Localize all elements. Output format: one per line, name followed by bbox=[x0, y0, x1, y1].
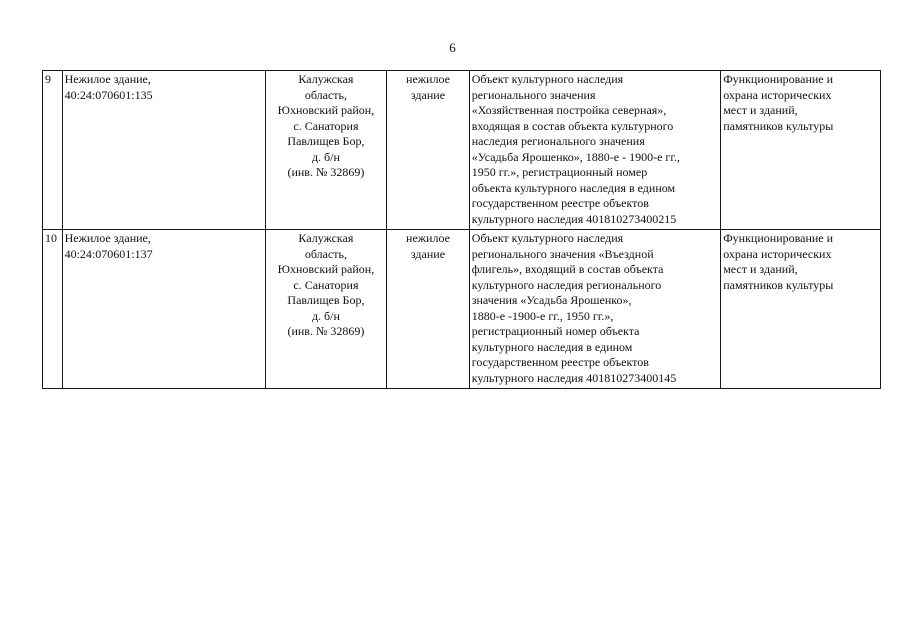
cell-text-line: Юхновский район, bbox=[277, 262, 375, 276]
cell-text-line: мест и зданий, bbox=[723, 103, 798, 117]
cell-text-line: д. б/н bbox=[311, 308, 340, 323]
cell-text-line: область, bbox=[304, 87, 348, 102]
cell-text-line: Объект культурного наследия bbox=[471, 72, 624, 86]
cell-text-line: культурного наследия 401810273400145 bbox=[471, 370, 677, 385]
register-body bbox=[43, 71, 881, 389]
object-type-cell bbox=[387, 71, 469, 230]
cell-text-line: 40:24:070601:137 bbox=[64, 246, 153, 261]
cell-text-line: 1950 гг.», регистрационный номер bbox=[471, 165, 648, 179]
table-row bbox=[43, 71, 881, 230]
table-row bbox=[43, 230, 881, 389]
cell-text-line: Юхновский район, bbox=[277, 103, 375, 117]
cell-text-line: 40:24:070601:135 bbox=[64, 87, 153, 102]
cell-text-line: регистрационный номер объекта bbox=[471, 324, 640, 338]
cell-text-line: Павлищев Бор, bbox=[287, 134, 365, 148]
cell-text-line: наследия регионального значения bbox=[471, 134, 645, 148]
cell-text-line: Нежилое здание, bbox=[64, 72, 151, 86]
cell-text-line: охрана исторических bbox=[723, 246, 832, 261]
cell-text-line: мест и зданий, bbox=[723, 262, 798, 276]
cell-text-line: значения «Усадьба Ярошенко», bbox=[471, 293, 632, 307]
cell-text-line: государственном реестре объектов bbox=[471, 355, 649, 369]
cell-text-line: флигель», входящий в состав объекта bbox=[471, 262, 664, 276]
cell-text-line: здание bbox=[410, 87, 446, 102]
purpose-cell bbox=[721, 71, 881, 230]
cell-text-line: 1880-е -1900-е гг., 1950 гг.», bbox=[471, 308, 614, 323]
cell-text-line: нежилое bbox=[406, 72, 450, 86]
cell-text-line: с. Санатория bbox=[293, 277, 359, 292]
cell-text-line: Павлищев Бор, bbox=[287, 293, 365, 307]
cell-text-line: д. б/н bbox=[311, 149, 340, 164]
property-register-table bbox=[42, 70, 881, 389]
cell-text-line: Калужская bbox=[298, 72, 354, 86]
address-cell bbox=[265, 230, 387, 389]
cell-text-line: «Усадьба Ярошенко», 1880-е - 1900-е гг., bbox=[471, 149, 680, 164]
cell-text-line: область, bbox=[304, 246, 348, 261]
cell-text-line: культурного наследия 401810273400215 bbox=[471, 211, 677, 226]
cell-text-line: культурного наследия в едином bbox=[471, 339, 633, 354]
cell-text-line: регионального значения bbox=[471, 87, 596, 102]
cell-text-line: Калужская bbox=[298, 231, 354, 245]
cell-text-line: регионального значения «Въездной bbox=[471, 246, 654, 261]
row-number-cell: 9 bbox=[43, 71, 63, 230]
cell-text-line: входящая в состав объекта культурного bbox=[471, 118, 674, 133]
object-name-cell bbox=[62, 230, 265, 389]
cell-text-line: (инв. № 32869) bbox=[287, 165, 365, 179]
cell-text-line: объекта культурного наследия в едином bbox=[471, 180, 676, 195]
cell-text-line: Нежилое здание, bbox=[64, 231, 151, 245]
cell-text-line: культурного наследия регионального bbox=[471, 277, 662, 292]
row-number-cell: 10 bbox=[43, 230, 63, 389]
page-number: 6 bbox=[449, 40, 456, 55]
object-type-cell bbox=[387, 230, 469, 389]
cell-text-line: с. Санатория bbox=[293, 118, 359, 133]
cell-text-line: нежилое bbox=[406, 231, 450, 245]
cell-text-line: «Хозяйственная постройка северная», bbox=[471, 103, 667, 117]
heritage-description-cell bbox=[469, 71, 721, 230]
cell-text-line: памятников культуры bbox=[723, 277, 834, 292]
heritage-description-cell bbox=[469, 230, 721, 389]
object-name-cell bbox=[62, 71, 265, 230]
cell-text-line: Функционирование и bbox=[723, 72, 834, 86]
cell-text-line: Функционирование и bbox=[723, 231, 834, 245]
cell-text-line: государственном реестре объектов bbox=[471, 196, 649, 210]
purpose-cell bbox=[721, 230, 881, 389]
cell-text-line: памятников культуры bbox=[723, 118, 834, 133]
cell-text-line: здание bbox=[410, 246, 446, 261]
address-cell bbox=[265, 71, 387, 230]
cell-text-line: Объект культурного наследия bbox=[471, 231, 624, 245]
cell-text-line: (инв. № 32869) bbox=[287, 324, 365, 338]
cell-text-line: охрана исторических bbox=[723, 87, 832, 102]
